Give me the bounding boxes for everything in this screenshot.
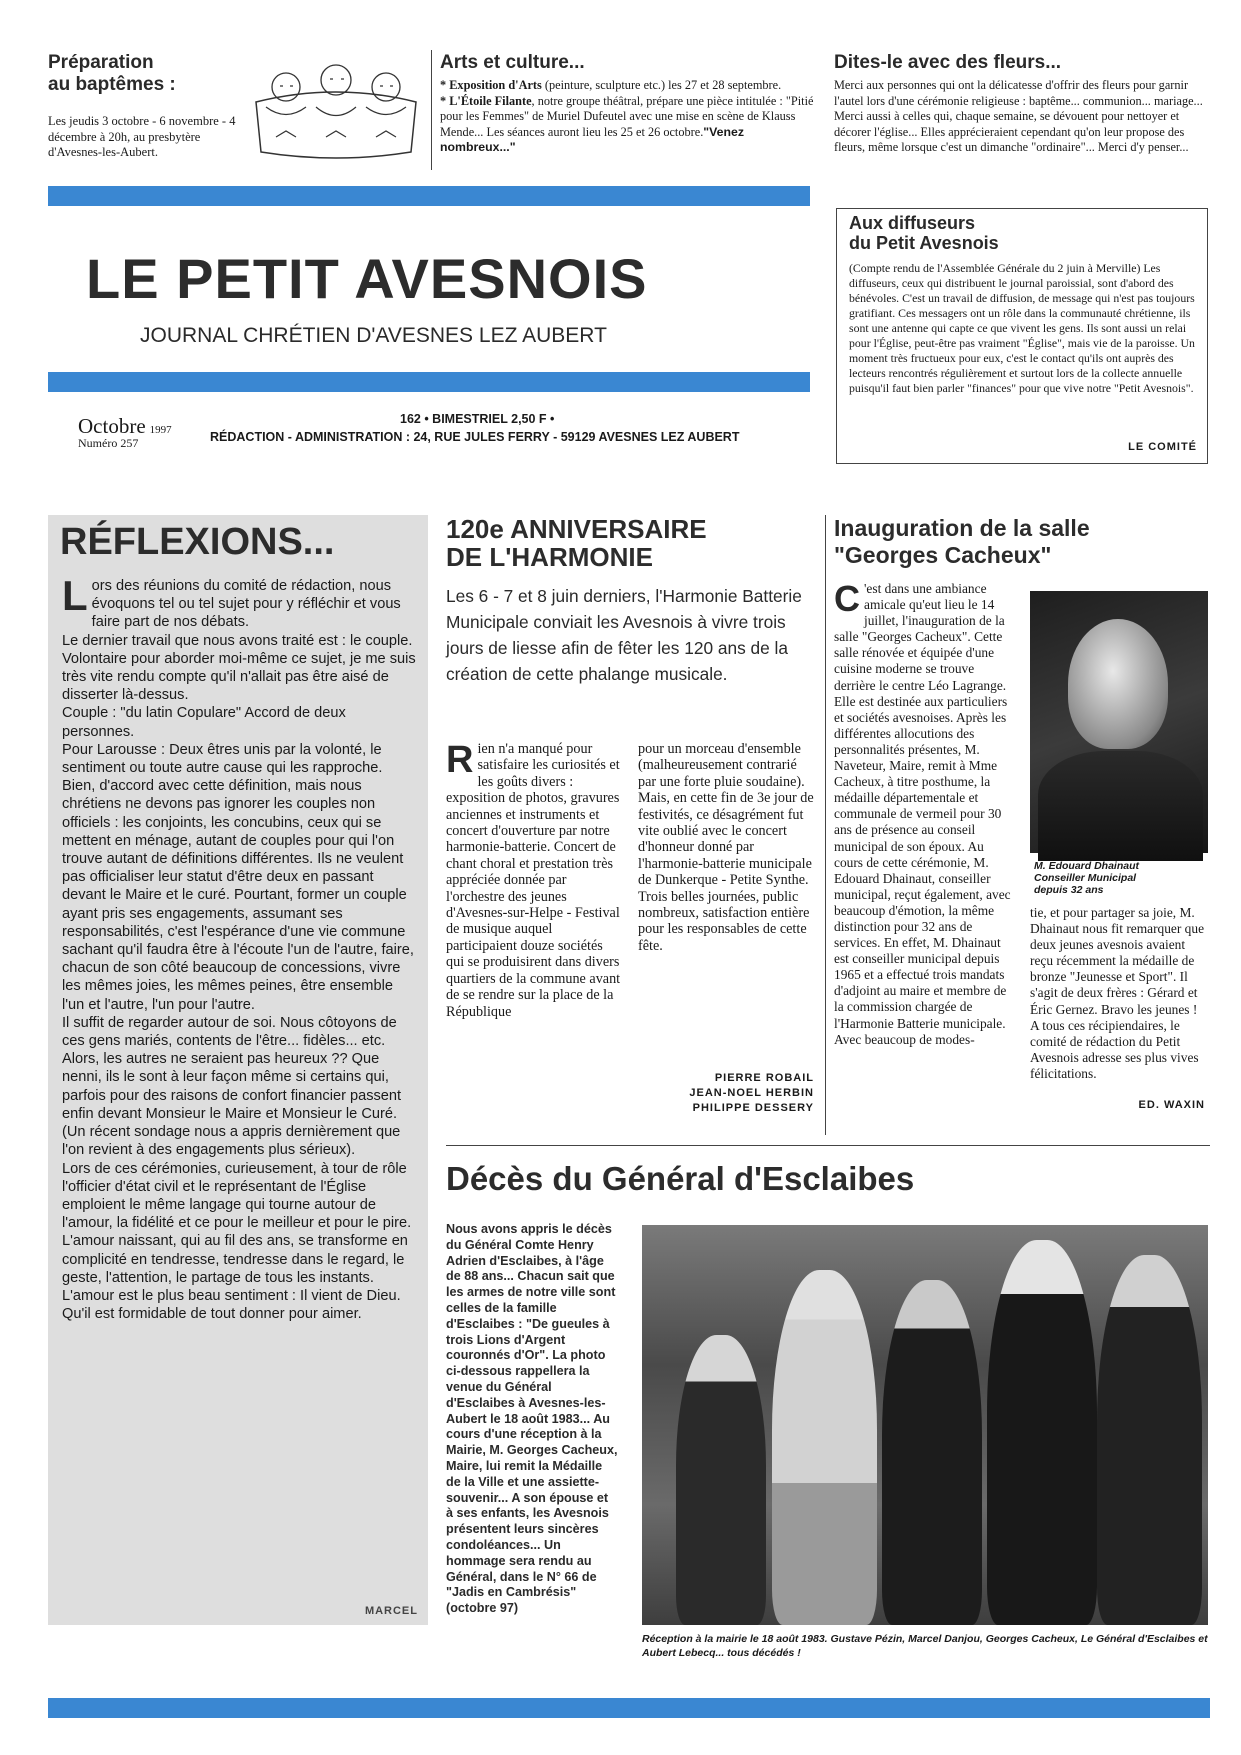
dhainaut-caption-1: M. Edouard Dhainaut bbox=[1034, 860, 1139, 872]
harmonie-article bbox=[446, 515, 816, 1135]
harmonie-signatures bbox=[689, 1071, 814, 1116]
reflexions-p6: Bien, d'accord avec cette définition, mais nous chrétiens ne devons pas ignorer les couples non officiels : les conjoints, les concubins, ceux qui se mettent en ménage, autant de couples pour qui l'on trouve autant de définitions différentes. Ils ne veulent pas officialiser leur statut d'être deux en passant devant le Maire et le curé. Pourtant, former un couple ayant pris ses engagements, assumant ses responsabilités, c'est l'espérance d'une vie commune sachant qu'il faudra être à l'écoute l'un de l'autre, faire, chacun de son côté beaucoup de concessions, vivre les mêmes joies, les mêmes peines, être ensemble l'un et l'autre, l'un pour l'autre. bbox=[62, 778, 414, 1013]
inauguration-dropcap: C bbox=[834, 578, 860, 619]
vertical-rule-2 bbox=[825, 515, 826, 1135]
exposition-text: (peinture, sculpture etc.) les 27 et 28 septembre. bbox=[541, 78, 782, 92]
babies-illustration bbox=[246, 52, 426, 167]
issue-number: Numéro 257 bbox=[78, 436, 139, 450]
signature-robail: PIERRE ROBAIL bbox=[714, 1072, 814, 1084]
bapteme-text: Les jeudis 3 octobre - 6 novembre - 4 décembre à 20h, au presbytère d'Avesnes-les-Aubert. bbox=[48, 114, 236, 159]
person-5 bbox=[1097, 1255, 1202, 1625]
masthead-subtitle: JOURNAL CHRÉTIEN D'AVESNES LEZ AUBERT bbox=[140, 324, 607, 347]
etoile-text: , notre groupe théâtral, prépare une pièce intitulée : "Pitié pour les Femmes" de Muriel Dufeutel avec une mise en scène de Klauss Mende... Les séances auront lieu les 25 et 26 octobre. bbox=[440, 93, 814, 139]
inauguration-signature: ED. WAXIN bbox=[1138, 1099, 1205, 1111]
signature-herbin: JEAN-NOEL HERBIN bbox=[689, 1087, 814, 1099]
issue-year: 1997 bbox=[149, 424, 172, 436]
reflexions-box bbox=[48, 515, 428, 1625]
reflexions-title: RÉFLEXIONS... bbox=[60, 521, 335, 563]
price-line: 162 • BIMESTRIEL 2,50 F • bbox=[400, 412, 555, 426]
inauguration-title-1: Inauguration de la salle bbox=[834, 515, 1090, 541]
diffuseurs-signature: LE COMITÉ bbox=[1128, 441, 1197, 453]
address-line: RÉDACTION - ADMINISTRATION : 24, RUE JULES FERRY - 59129 AVESNES LEZ AUBERT bbox=[210, 430, 740, 444]
issue-month: Octobre bbox=[78, 414, 146, 438]
masthead-bar-bottom bbox=[48, 372, 810, 392]
issue-date bbox=[78, 414, 178, 451]
deces-text: Nous avons appris le décès du Général Comte Henry Adrien d'Esclaibes, à l'âge de 88 ans... Chacun sait que les armes de notre ville sont celles de la famille d'Esclaibes : "De gueules à trois Lions d'Argent couronnés d'Or". La photo ci-dessous rappellera la venue du Général d'Esclaibes à Avesnes-les-Aubert le 18 août 1983... Au cours d'une réception à la Mairie, M. Georges Cacheux, Maire, lui remit la Médaille de la Ville et une assiette-souvenir... A son épouse et à ses enfants, les Avesnois présentent leurs sincères condoléances... Un hommage sera rendu au Général, dans le N° 66 de "Jadis en Cambrésis" (octobre 97) bbox=[446, 1222, 618, 1616]
dhainaut-caption bbox=[1034, 859, 1139, 897]
harmonie-col-1 bbox=[446, 741, 622, 1020]
diffuseurs-box bbox=[836, 208, 1208, 464]
inauguration-col-1-text: 'est dans une ambiance amicale qu'eut lieu le 14 juillet, l'inauguration de la salle "Georges Cacheux". Cette salle rénovée et équipée d'une cuisine moderne se trouve derrière le centre Léo Lagrange. Elle est destinée aux particuliers et sociétés avesnoises. Après les différentes allocutions des personnalités présentes, M. Naveteur, Maire, remit à Mme Cacheux, à titre posthume, la médaille départementale et communale de vermeil pour 30 ans de présence au conseil municipal de son époux. Au cours de cette cérémonie, M. Edouard Dhainaut, conseiller municipal, reçut également, avec beaucoup d'émotion, la même distinction pour 32 ans de services. En effet, M. Dhainaut est conseiller municipal depuis 1965 et a effectué trois mandats d'adjoint au maire et membre de la commission chargée de l'Harmonie Batterie municipale. Avec beaucoup de modes- bbox=[834, 581, 1011, 1047]
arts-culture-box bbox=[440, 52, 818, 170]
inauguration-title-2: "Georges Cacheux" bbox=[834, 542, 1052, 568]
dhainaut-caption-3: depuis 32 ans bbox=[1034, 884, 1104, 896]
dhainaut-photo bbox=[1030, 591, 1208, 853]
reception-photo bbox=[642, 1225, 1208, 1625]
reflexions-p2: Le dernier travail que nous avons traité est : le couple. bbox=[62, 632, 413, 649]
fleurs-text: Merci aux personnes qui ont la délicatesse d'offrir des fleurs pour garnir l'autel lors d'une cérémonie religieuse : baptême... communion... mariage... Merci aussi à celles qui, chaque semaine, se dévouent pour nettoyer et décorer l'église... Elles apprécieraient cependant qu'on leur propose des fleurs, même lorsque c'est un dimanche "ordinaire"... Merci d'y penser... bbox=[834, 78, 1203, 154]
reflexions-p11: Qu'il est formidable de tout donner pour aimer. bbox=[62, 1306, 362, 1323]
fleurs-title: Dites-le avec des fleurs... bbox=[834, 52, 1062, 73]
person-1 bbox=[676, 1335, 766, 1625]
reflexions-p10: L'amour naissant, qui au fil des ans, se transforme en complicité en tendresse, tendresse dans le regard, le geste, l'attention, le partage de tous les instants. L'amour est le plus beau sentiment : Il vient de Dieu. bbox=[62, 1233, 408, 1304]
bapteme-title-2: au baptêmes : bbox=[48, 74, 176, 95]
person-4 bbox=[987, 1240, 1097, 1625]
harmonie-title-1: 120e ANNIVERSAIRE bbox=[446, 514, 707, 544]
harmonie-col-1-text: ien n'a manqué pour satisfaire les curiosités et les goûts divers : exposition de photos, gravures anciennes et instruments et concert d'ouverture par notre harmonie-batterie. Concert de chant choral et prestation très appréciée donnée par l'orchestre des jeunes d'Avesnes-sur-Helpe - Festival de musique auquel participaient douze sociétés qui se produisirent dans divers quartiers de la commune avant de se rendre sur la place de la République bbox=[446, 741, 621, 1020]
etoile-label: * L'Étoile Filante bbox=[440, 93, 532, 108]
diffuseurs-title-1: Aux diffuseurs bbox=[849, 213, 976, 233]
bapteme-title-1: Préparation bbox=[48, 52, 154, 73]
reflexions-p9: Lors de ces cérémonies, curieusement, à tour de rôle l'officier d'état civil et le représentant de l'Église emploient le même langage qui tourne autour de l'amour, la fidélité et ce pour le meilleur et pour le pire. bbox=[62, 1160, 412, 1232]
reception-caption: Réception à la mairie le 18 août 1983. Gustave Pézin, Marcel Danjou, Georges Cacheux, Le Général d'Esclaibes et Aubert Lebecq... tous décédés ! bbox=[642, 1633, 1208, 1659]
reflexions-p7: Il suffit de regarder autour de soi. Nous côtoyons de ces gens mariés, contents de l'être... fidèles... etc. Alors, les autres ne seraient pas heureux ?? Que nenni, ils le sont à leur façon même si certains qui, parfois pour des raisons de confort financier passent enfin devant Monsieur le Maire et Monsieur le Curé. bbox=[62, 1014, 402, 1122]
reflexions-signature: MARCEL bbox=[364, 1605, 418, 1617]
reflexions-p8: (Un récent sondage nous a appris dernièrement que l'on revient à des engagements plus sérieux). bbox=[62, 1124, 401, 1159]
diffuseurs-title-2: du Petit Avesnois bbox=[849, 233, 999, 253]
vertical-rule-1 bbox=[431, 50, 432, 170]
person-2 bbox=[772, 1270, 877, 1625]
portrait-face bbox=[1068, 619, 1168, 749]
masthead-title: LE PETIT AVESNOIS bbox=[86, 247, 648, 310]
inauguration-col-2: tie, et pour partager sa joie, M. Dhainaut nous fit remarquer que deux jeunes avesnois avaient reçu récemment la médaille de bronze "Jeunesse et Sport". Il s'agit de deux frères : Gérard et Éric Gernez. Bravo les jeunes ! A tous ces récipiendaires, le comité de rédaction du Petit Avesnois adresse ses plus vives félicitations. bbox=[1030, 905, 1205, 1081]
portrait-body bbox=[1038, 751, 1203, 861]
reflexions-p5: Pour Larousse : Deux êtres unis par la volonté, le sentiment ou toute autre cause qui les rapproche. bbox=[62, 741, 383, 777]
signature-dessery: PHILIPPE DESSERY bbox=[692, 1102, 814, 1114]
inauguration-article bbox=[834, 515, 1209, 1135]
person-3 bbox=[882, 1280, 982, 1625]
horizontal-rule bbox=[446, 1145, 1210, 1146]
reflexions-p4: Couple : "du latin Copulare" Accord de deux personnes. bbox=[62, 705, 346, 740]
harmonie-title-2: DE L'HARMONIE bbox=[446, 542, 653, 572]
harmonie-dropcap: R bbox=[446, 739, 474, 781]
exposition-label: * Exposition d'Arts bbox=[440, 78, 542, 92]
bottom-bar bbox=[48, 1698, 1210, 1718]
harmonie-lead: Les 6 - 7 et 8 juin derniers, l'Harmonie Batterie Municipale conviait les Avesnois à vivre trois jours de liesse afin de fêter les 120 ans de la création de cette phalange musicale. bbox=[446, 586, 802, 684]
inauguration-col-1 bbox=[834, 578, 1012, 1048]
fleurs-box bbox=[834, 52, 1204, 202]
masthead-bar-top bbox=[48, 186, 810, 206]
bapteme-box bbox=[48, 52, 428, 170]
reflexions-p3: Volontaire pour aborder moi-même ce sujet, je me suis très vite rendu compte qu'il n'allait pas être aisé de disserter là-dessus. bbox=[62, 650, 416, 704]
harmonie-col-2: pour un morceau d'ensemble (malheureusement contrarié par une forte pluie soudaine). Mais, en cette fin de 3e jour de festivités, ce désagrément fut vite oublié avec le concert d'honneur donné par l'harmonie-batterie municipale de Dunkerque - Petite Synthe. Trois belles journées, public nombreux, satisfaction entière pour les responsables de cette fête. bbox=[638, 741, 814, 954]
deces-title: Décès du Général d'Esclaibes bbox=[446, 1160, 915, 1197]
dhainaut-caption-2: Conseiller Municipal bbox=[1034, 872, 1137, 884]
venez-nombreux: "Venez nombreux..." bbox=[440, 124, 744, 154]
arts-culture-title: Arts et culture... bbox=[440, 52, 585, 73]
diffuseurs-text: (Compte rendu de l'Assemblée Générale du 2 juin à Merville) Les diffuseurs, ceux qui distribuent le journal paroissial, sont d'abord des bénévoles. C'est un travail de diffusion, de message qui n'est pas toujours gratifiant. Ces messagers ont un rôle dans la communauté chrétienne, ils sont une antenne qui capte ce que vivent les gens. Ils sont aussi un relai pour l'Église, peut-être pas vraiment "Église", mais vie de la paroisse. Un moment très fructueux pour eux, c'est le contact qu'ils ont auprès des lecteurs rencontrés régulièrement et surtout lors de la collecte annuelle puisqu'il faut bien parler "finances" pour que vive notre "Petit Avesnois". bbox=[849, 261, 1195, 395]
reflexions-dropcap: L bbox=[62, 572, 88, 619]
arts-culture-text bbox=[440, 78, 818, 156]
reflexions-body bbox=[62, 572, 418, 1323]
reflexions-p1: ors des réunions du comité de rédaction, nous évoquons tel ou tel sujet pour y réfléchir et vous faire part de nos débats. bbox=[91, 578, 401, 631]
